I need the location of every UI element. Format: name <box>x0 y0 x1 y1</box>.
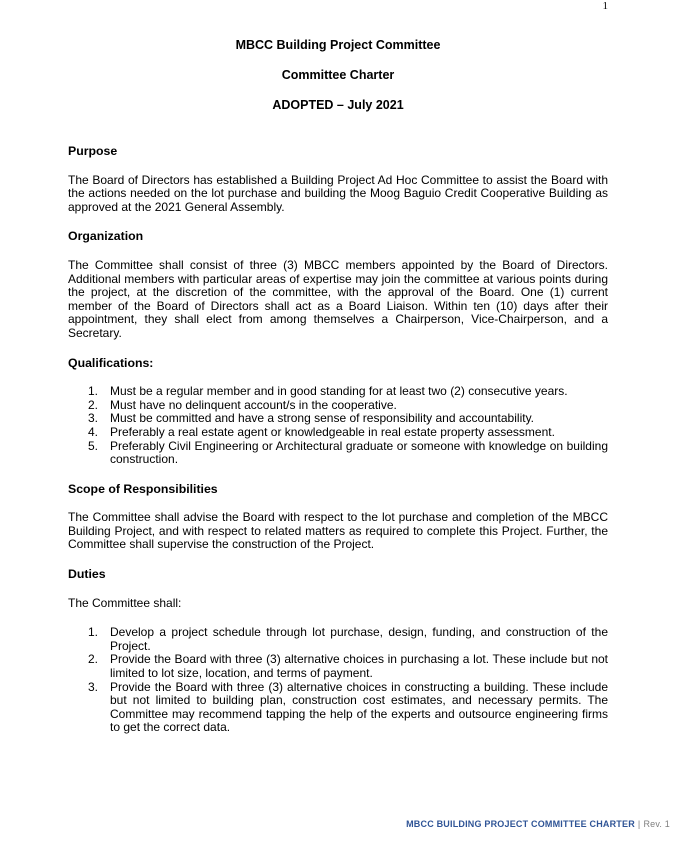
list-number: 1. <box>88 625 99 640</box>
list-item <box>68 440 608 467</box>
list-item <box>68 399 608 413</box>
list-item <box>68 653 608 680</box>
list-item-text: Must have no delinquent account/s in the cooperative. <box>110 397 397 412</box>
document-subtitle: Committee Charter <box>281 68 395 82</box>
purpose-text: The Board of Directors has established a Building Project Ad Hoc Committee to assist the Board with the actions needed on the lot purchase and building the Moog Baguio Credit Cooperative Building as approved at the 2021 General Assembly. <box>68 172 608 214</box>
footer-title: MBCC BUILDING PROJECT COMMITTEE CHARTER <box>406 819 635 829</box>
list-item <box>68 385 608 399</box>
scope-heading: Scope of Responsibilities <box>68 481 218 496</box>
list-item-text: Must be a regular member and in good standing for at least two (2) consecutive years. <box>110 384 568 399</box>
list-number: 2. <box>88 652 99 667</box>
document-title: MBCC Building Project Committee <box>235 38 441 52</box>
list-item-text: Must be committed and have a strong sense of responsibility and accountability. <box>110 411 535 426</box>
organization-heading: Organization <box>68 229 144 244</box>
list-number: 3. <box>88 411 99 426</box>
list-item-text: Provide the Board with three (3) alternative choices in constructing a building. These include but not limited to building plan, construction cost estimates, and necessary permits. The Committee may recommend tapping the help of the experts and outsource engineering firms to get the correct data. <box>110 679 608 735</box>
list-number: 1. <box>88 384 99 399</box>
list-item <box>68 426 608 440</box>
list-item <box>68 412 608 426</box>
list-item-text: Preferably Civil Engineering or Architectural graduate or someone with knowledge on building construction. <box>110 438 608 467</box>
list-number: 3. <box>88 679 99 694</box>
duties-list <box>68 626 608 735</box>
document-header <box>0 38 676 128</box>
duties-heading: Duties <box>68 567 106 582</box>
organization-text: The Committee shall consist of three (3) MBCC members appointed by the Board of Directors. Additional members with particular areas of expertise may join the committee at various points during the project, at the discretion of the committee, with the approval of the Board. One (1) current member of the Board of Directors shall act as a Board Liaison. Within ten (10) days after their appointment, they shall elect from among themselves a Chairperson, Vice-Chairperson, and a Secretary. <box>68 257 608 340</box>
footer-revision: Rev. 1 <box>643 819 670 829</box>
list-item <box>68 681 608 735</box>
list-item-text: Provide the Board with three (3) alternative choices in purchasing a lot. These include but not limited to lot size, location, and terms of payment. <box>110 652 608 681</box>
page-footer <box>406 819 670 829</box>
scope-text: The Committee shall advise the Board with respect to the lot purchase and completion of the MBCC Building Project, and with respect to related matters as required to complete this Project. Further, the Committee shall supervise the construction of the Project. <box>68 510 608 552</box>
list-number: 5. <box>88 438 99 453</box>
duties-intro: The Committee shall: <box>68 595 182 610</box>
purpose-heading: Purpose <box>68 144 118 158</box>
list-item-text: Preferably a real estate agent or knowledgeable in real estate property assessment. <box>110 424 555 439</box>
document-body <box>68 145 608 751</box>
footer-separator: | <box>637 819 641 829</box>
list-number: 4. <box>88 424 99 439</box>
list-item <box>68 626 608 653</box>
qualifications-heading: Qualifications: <box>68 355 154 370</box>
adopted-date: ADOPTED – July 2021 <box>272 98 404 112</box>
list-number: 2. <box>88 397 99 412</box>
page-number: 1 <box>602 0 608 12</box>
qualifications-list <box>68 385 608 467</box>
list-item-text: Develop a project schedule through lot purchase, design, funding, and construction of the Project. <box>110 625 608 653</box>
